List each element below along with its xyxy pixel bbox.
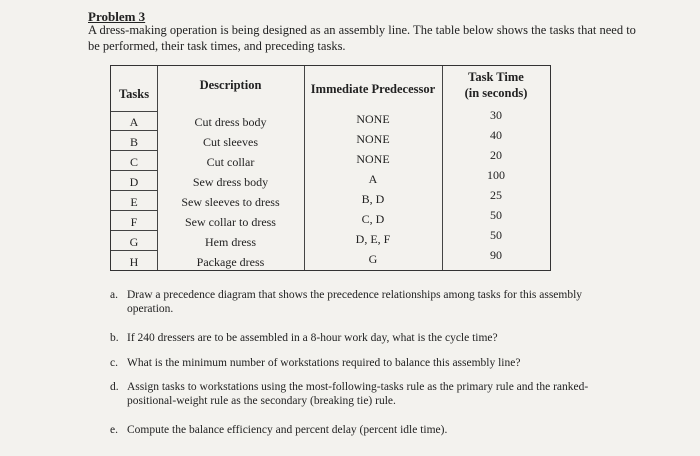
question-text: Draw a precedence diagram that shows the precedence relationships among tasks for this assembly operation. (127, 289, 583, 315)
task-predecessor: B, D (361, 192, 385, 206)
question-letter: b. (110, 332, 119, 344)
task-time: 25 (490, 188, 502, 202)
task-description: Sew dress body (192, 175, 269, 189)
task-predecessor: C, D (361, 212, 385, 226)
task-predecessor: D, E, F (355, 232, 391, 246)
task-description: Cut sleeves (203, 135, 258, 149)
row-divider (111, 170, 157, 171)
task-time: 50 (490, 208, 502, 222)
task-predecessor: NONE (356, 152, 390, 166)
task-time: 20 (490, 148, 502, 162)
task-time: 30 (490, 108, 502, 122)
row-divider (111, 130, 157, 131)
question-letter: e. (110, 424, 118, 436)
task-predecessor: A (368, 172, 378, 186)
row-divider (111, 250, 157, 251)
problem-title: Problem 3 (88, 9, 146, 24)
row-divider (111, 190, 157, 191)
task-predecessor: G (368, 252, 378, 266)
question-text: Assign tasks to workstations using the most-following-tasks rule as the primary rule and the ranked-positional-weight rule as the secondary (breaking tie) rule. (127, 381, 589, 407)
task-id: D (129, 175, 139, 189)
question-letter: c. (110, 357, 118, 369)
task-id: C (129, 155, 138, 169)
header-tasks: Tasks (118, 87, 150, 101)
task-description: Package dress (196, 255, 265, 269)
task-id: B (129, 135, 138, 149)
task-table (110, 65, 551, 271)
task-time: 90 (490, 248, 502, 262)
task-id: F (130, 215, 138, 229)
question-text: Compute the balance efficiency and percent delay (percent idle time). (127, 424, 448, 436)
question-letter: a. (110, 289, 118, 301)
question-letter: d. (110, 381, 119, 393)
row-divider (111, 210, 157, 211)
header-task-time-units: (in seconds) (464, 86, 528, 100)
row-divider (111, 230, 157, 231)
problem-intro: A dress-making operation is being designed as an assembly line. The table below shows the tasks that need to be performed, their task times, and preceding tasks. (88, 23, 636, 53)
task-time: 50 (490, 228, 502, 242)
task-id: H (129, 255, 139, 269)
row-divider (111, 150, 157, 151)
question-text: What is the minimum number of workstations required to balance this assembly line? (127, 357, 521, 369)
task-description: Sew sleeves to dress (181, 195, 280, 209)
task-id: E (130, 195, 138, 209)
task-description: Cut collar (206, 155, 255, 169)
header-description: Description (199, 78, 262, 92)
question-text: If 240 dressers are to be assembled in a 8-hour work day, what is the cycle time? (127, 332, 498, 344)
header-predecessor: Immediate Predecessor (310, 82, 436, 96)
task-id: A (129, 115, 139, 129)
task-description: Hem dress (205, 235, 256, 249)
task-description: Cut dress body (194, 115, 267, 129)
task-description: Sew collar to dress (185, 215, 276, 229)
task-time: 100 (487, 168, 505, 182)
task-id: G (129, 235, 139, 249)
header-task-time: Task Time (468, 70, 524, 84)
row-divider (111, 111, 157, 112)
task-time: 40 (490, 128, 502, 142)
task-predecessor: NONE (356, 112, 390, 126)
task-predecessor: NONE (356, 132, 390, 146)
